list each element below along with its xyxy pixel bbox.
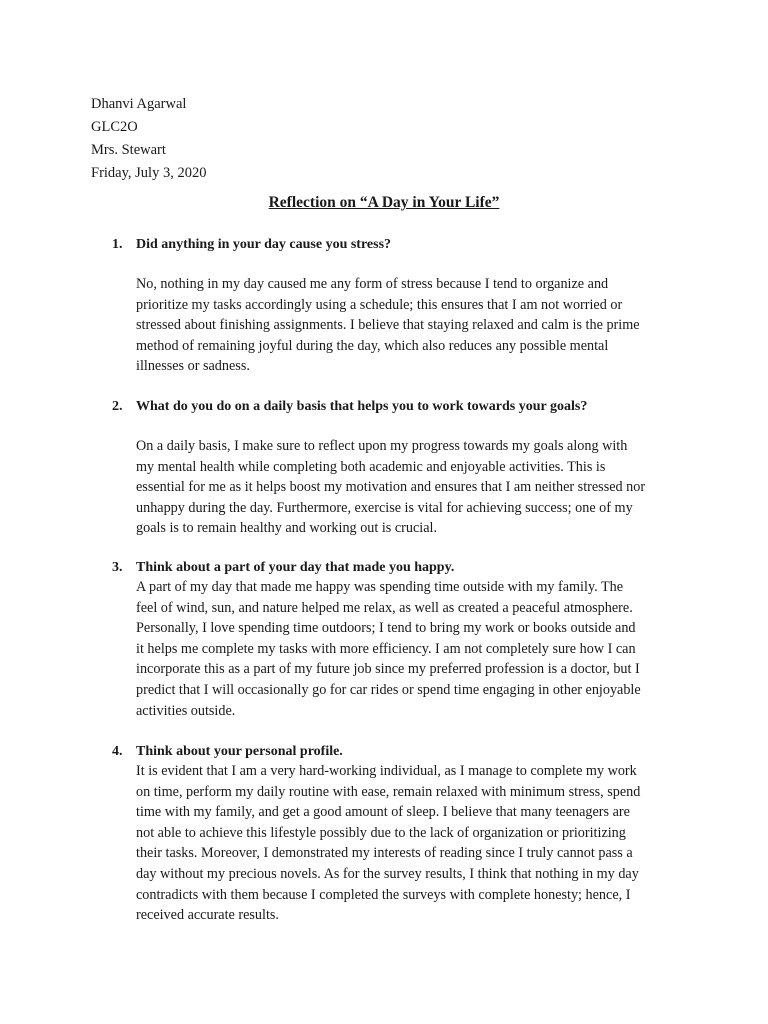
question-number: 4. bbox=[112, 744, 123, 759]
answer-line: predict that I will occasionally go for car rides or spend time engaging in other enjoyable bbox=[136, 681, 641, 698]
question-number: 1. bbox=[112, 237, 123, 252]
answer-3 bbox=[136, 577, 696, 721]
course-code: GLC2O bbox=[91, 119, 138, 135]
answer-line: it helps me complete my tasks with more efficiency. I am not completely sure how I can bbox=[136, 640, 636, 657]
document-title: Reflection on “A Day in Your Life” bbox=[268, 194, 500, 211]
answer-4 bbox=[136, 761, 696, 926]
question-text: Think about a part of your day that made you happy. bbox=[136, 560, 455, 575]
answer-line: on time, perform my daily routine with ease, remain relaxed with minimum stress, spend bbox=[136, 783, 641, 800]
teacher-name: Mrs. Stewart bbox=[91, 142, 166, 158]
answer-line: prioritize my tasks accordingly using a schedule; this ensures that I am not worried or bbox=[136, 296, 623, 313]
answer-line: illnesses or sadness. bbox=[136, 358, 250, 375]
answer-line: feel of wind, sun, and nature helped me relax, as well as created a peaceful atmosphere. bbox=[136, 599, 633, 616]
answer-line: their tasks. Moreover, I demonstrated my interests of reading since I truly cannot pass a bbox=[136, 845, 633, 862]
answer-line: goals is to remain healthy and working out is crucial. bbox=[136, 520, 438, 537]
answer-line: method of remaining joyful during the day, which also reduces any possible mental bbox=[136, 337, 609, 354]
answer-1 bbox=[136, 274, 696, 377]
question-text: Did anything in your day cause you stress? bbox=[136, 237, 392, 252]
answer-line: stressed about finishing assignments. I believe that staying relaxed and calm is the prime bbox=[136, 317, 640, 334]
answer-line: contradicts with them because I completed the surveys with complete honesty; hence, I bbox=[136, 886, 631, 903]
answer-line: day without my precious novels. As for the survey results, I think that nothing in my day bbox=[136, 865, 639, 882]
answer-line: Personally, I love spending time outdoors; I tend to bring my work or books outside and bbox=[136, 620, 636, 637]
answer-line: essential for me as it helps boost my motivation and ensures that I am neither stressed nor bbox=[136, 479, 646, 496]
answer-line: It is evident that I am a very hard-working individual, as I manage to complete my work bbox=[136, 763, 637, 779]
answer-2 bbox=[136, 436, 696, 539]
answer-line: A part of my day that made me happy was spending time outside with my family. The bbox=[136, 579, 624, 595]
answer-line: activities outside. bbox=[136, 702, 236, 719]
question-text: What do you do on a daily basis that helps you to work towards your goals? bbox=[136, 399, 588, 414]
document-header bbox=[91, 93, 206, 185]
answer-line: received accurate results. bbox=[136, 907, 279, 924]
answer-line: unhappy during the day. Furthermore, exercise is vital for achieving success; one of my bbox=[136, 499, 633, 516]
answer-line: incorporate this as a part of my future job since my preferred profession is a doctor, but I bbox=[136, 661, 640, 678]
answer-line: On a daily basis, I make sure to reflect upon my progress towards my goals along with bbox=[136, 438, 628, 454]
answer-line: time with my family, and get a good amount of sleep. I believe that many teenagers are bbox=[136, 804, 630, 821]
question-text: Think about your personal profile. bbox=[136, 744, 343, 759]
document-date: Friday, July 3, 2020 bbox=[91, 165, 207, 181]
question-number: 3. bbox=[112, 560, 123, 575]
answer-line: not able to achieve this lifestyle possibly due to the lack of organization or prioritizing bbox=[136, 824, 626, 841]
question-number: 2. bbox=[112, 399, 123, 414]
student-name: Dhanvi Agarwal bbox=[91, 96, 187, 112]
answer-line: my mental health while completing both academic and enjoyable activities. This is bbox=[136, 458, 606, 475]
answer-line: No, nothing in my day caused me any form of stress because I tend to organize and bbox=[136, 276, 609, 292]
